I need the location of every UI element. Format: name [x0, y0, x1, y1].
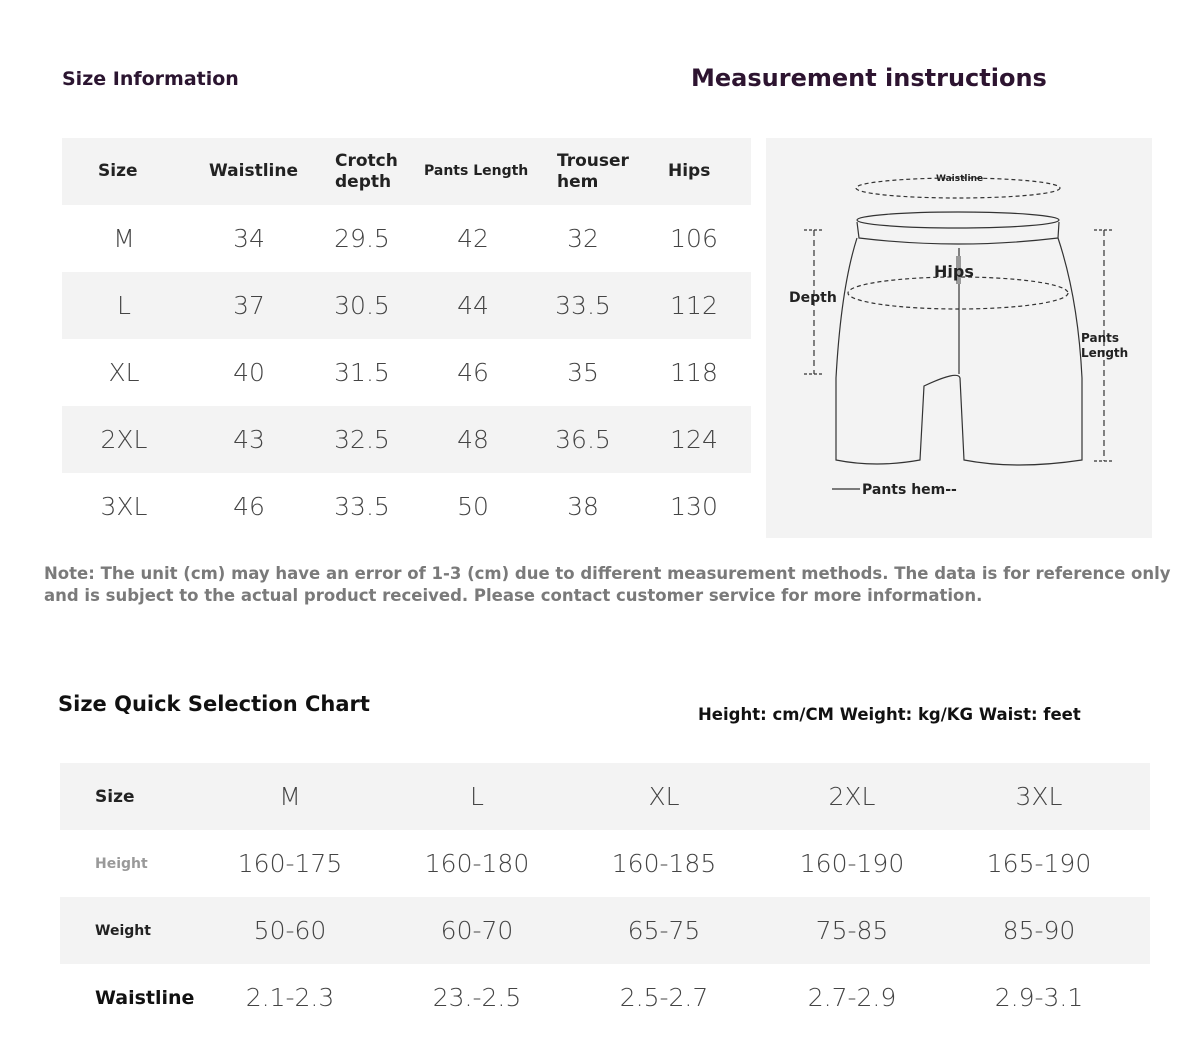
- quick-cell: 75-85: [815, 916, 889, 945]
- header-trouser-hem: Trouser hem: [557, 150, 629, 192]
- diagram-length-label: Length: [1081, 346, 1129, 360]
- units-text: Height: cm/CM Weight: kg/KG Waist: feet: [698, 705, 1081, 724]
- quick-row-label: Waistline: [95, 986, 195, 1009]
- table-row: [62, 473, 751, 540]
- table-header-row: [62, 138, 751, 205]
- diagram-waistline-label: Waistline: [936, 174, 984, 184]
- quick-row-height: [60, 830, 1150, 897]
- table-cell: 30.5: [334, 291, 390, 320]
- quick-cell: 2.9-3.1: [994, 983, 1084, 1012]
- table-cell: 32.5: [334, 425, 390, 454]
- table-cell: 37: [233, 291, 265, 320]
- diagram-pants-label: Pants: [1081, 331, 1119, 345]
- quick-cell: 65-75: [627, 916, 701, 945]
- table-cell: 42: [457, 224, 489, 253]
- table-cell: 48: [457, 425, 489, 454]
- quick-cell: 160-180: [424, 849, 530, 878]
- table-cell: 33.5: [555, 291, 611, 320]
- table-cell: 124: [670, 425, 718, 454]
- table-cell: 118: [670, 358, 718, 387]
- size-information-title: Size Information: [62, 68, 239, 90]
- quick-cell: 160-190: [799, 849, 905, 878]
- note-text: Note: The unit (cm) may have an error of 1-3 (cm) due to different measurement methods. The data is for reference only and is subject to the actual product received. Please contact customer service for more information.: [44, 564, 1171, 605]
- quick-header-row: [60, 763, 1150, 830]
- table-cell: M: [113, 224, 135, 253]
- quick-cell: 2.1-2.3: [245, 983, 335, 1012]
- table-cell: XL: [108, 358, 140, 387]
- waistband-top: [857, 212, 1059, 228]
- table-cell: 43: [233, 425, 265, 454]
- header-crotch-depth: Crotch depth: [335, 150, 398, 192]
- quick-cell: 160-175: [237, 849, 343, 878]
- measurement-instructions-title: Measurement instructions: [691, 64, 1047, 92]
- quick-cell: 60-70: [440, 916, 514, 945]
- table-cell: 34: [233, 224, 265, 253]
- table-cell: 106: [670, 224, 718, 253]
- diagram-hips-label: Hips: [934, 262, 974, 281]
- quick-size-m: M: [279, 782, 301, 811]
- quick-size-xl: XL: [648, 782, 680, 811]
- table-cell: 46: [457, 358, 489, 387]
- quick-row-label: Weight: [95, 922, 151, 939]
- table-cell: 38: [567, 492, 599, 521]
- quick-cell: 165-190: [986, 849, 1092, 878]
- quick-cell: 160-185: [611, 849, 717, 878]
- quick-cell: 23.-2.5: [432, 983, 522, 1012]
- table-cell: 40: [233, 358, 265, 387]
- table-cell: 32: [567, 224, 599, 253]
- table-cell: 112: [670, 291, 718, 320]
- header-size: Size: [98, 161, 138, 181]
- quick-selection-title: Size Quick Selection Chart: [58, 692, 370, 716]
- header-pants-length: Pants Length: [424, 163, 529, 179]
- quick-size-l: L: [470, 782, 484, 811]
- header-hips: Hips: [668, 161, 711, 181]
- table-row: [62, 205, 751, 272]
- quick-cell: 2.7-2.9: [807, 983, 897, 1012]
- diagram-depth-label: Depth: [789, 290, 837, 306]
- quick-row-label: Height: [95, 855, 148, 872]
- quick-cell: 50-60: [253, 916, 327, 945]
- table-cell: 44: [457, 291, 489, 320]
- measurement-diagram: [766, 138, 1152, 538]
- table-row: [62, 272, 751, 339]
- table-cell: L: [117, 291, 131, 320]
- quick-row-weight: [60, 897, 1150, 964]
- quick-cell: 2.5-2.7: [619, 983, 709, 1012]
- table-cell: 35: [567, 358, 599, 387]
- quick-size-3xl: 3XL: [1015, 782, 1063, 811]
- table-cell: 46: [233, 492, 265, 521]
- table-cell: 50: [457, 492, 489, 521]
- header-waistline: Waistline: [209, 161, 298, 181]
- table-cell: 31.5: [334, 358, 390, 387]
- quick-row-waistline: [60, 964, 1150, 1031]
- diagram-pants-hem-label: Pants hem--: [862, 482, 957, 498]
- quick-cell: 85-90: [1002, 916, 1076, 945]
- table-row: [62, 339, 751, 406]
- table-cell: 33.5: [334, 492, 390, 521]
- table-cell: 29.5: [334, 224, 390, 253]
- size-information-table: [62, 138, 751, 538]
- table-row: [62, 406, 751, 473]
- table-cell: 36.5: [555, 425, 611, 454]
- table-cell: 2XL: [100, 425, 148, 454]
- table-cell: 3XL: [100, 492, 148, 521]
- quick-size-label: Size: [95, 786, 135, 807]
- table-cell: 130: [670, 492, 718, 521]
- quick-size-2xl: 2XL: [828, 782, 876, 811]
